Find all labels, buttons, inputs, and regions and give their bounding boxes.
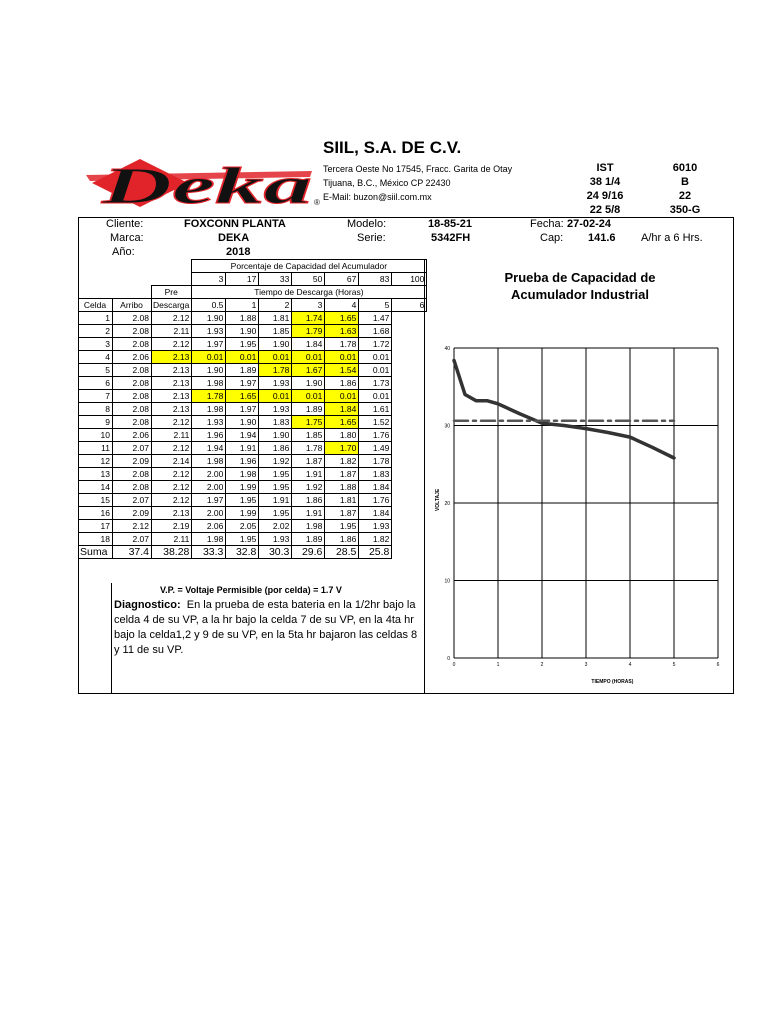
cell-t1: 1.95 [226, 494, 259, 507]
cell-t3: 1.74 [292, 312, 325, 325]
cell-t05: 1.98 [192, 533, 226, 546]
cell-t3: 1.75 [292, 416, 325, 429]
blank-cell [392, 351, 427, 364]
cap-label: Cap: [540, 232, 564, 244]
table-row [79, 416, 427, 429]
cell-descarga: 2.13 [152, 403, 192, 416]
arribo-header: Arribo [113, 299, 152, 312]
cliente-label: Cliente: [106, 218, 144, 230]
blank-cell [392, 520, 427, 533]
modelo-value: 18-85-21 [428, 218, 473, 230]
cell-celda: 3 [79, 338, 113, 351]
cell-t3: 1.91 [292, 507, 325, 520]
time-4: 4 [325, 299, 359, 312]
blank-cell [392, 442, 427, 455]
cell-descarga: 2.12 [152, 494, 192, 507]
cell-descarga: 2.19 [152, 520, 192, 533]
cell-t3: 1.78 [292, 442, 325, 455]
cliente-value: FOXCONN PLANTA [184, 218, 286, 230]
cell-t5: 1.68 [359, 325, 392, 338]
sum-label: Suma [79, 546, 113, 559]
blank-cell [392, 429, 427, 442]
cell-t1: 1.90 [226, 325, 259, 338]
spec-2-1: 6010 [672, 162, 698, 174]
cell-celda: 16 [79, 507, 113, 520]
cell-celda: 10 [79, 429, 113, 442]
blank-cell [392, 494, 427, 507]
diagnostico-text: En la prueba de esta bateria en la 1/2hr bajo la celda 4 de su VP, a la hr bajo la celda 7 de su VP, en la 4ta hr bajo la celda1,2 y 9 de su VP, en la 5ta hr bajaron las celdas 8 y 11 de su VP. [114, 599, 418, 656]
cell-t1: 1.99 [226, 507, 259, 520]
cell-celda: 15 [79, 494, 113, 507]
cell-t05: 1.97 [192, 338, 226, 351]
cell-t05: 2.00 [192, 481, 226, 494]
cell-t5: 0.01 [359, 364, 392, 377]
cell-t2: 1.86 [259, 442, 292, 455]
cell-t4: 1.63 [325, 325, 359, 338]
cell-t3: 1.86 [292, 494, 325, 507]
table-row [79, 455, 427, 468]
table-row [79, 442, 427, 455]
sum-descarga: 38.28 [152, 546, 192, 559]
cell-arribo: 2.09 [113, 507, 152, 520]
cell-arribo: 2.07 [113, 494, 152, 507]
cell-t5: 1.83 [359, 468, 392, 481]
cap-unit: A/hr a 6 Hrs. [641, 232, 703, 244]
cell-t5: 1.61 [359, 403, 392, 416]
x-tick-label: 3 [584, 662, 588, 668]
address-line-2: Tijuana, B.C., México CP 22430 [323, 178, 451, 188]
cell-t3: 1.91 [292, 468, 325, 481]
table-row [79, 481, 427, 494]
spec-1-2: 38 1/4 [589, 176, 621, 188]
marca-label: Marca: [110, 232, 144, 244]
cell-t4: 1.65 [325, 416, 359, 429]
cell-t1: 1.96 [226, 455, 259, 468]
cell-t5: 1.82 [359, 533, 392, 546]
cell-arribo: 2.08 [113, 312, 152, 325]
cell-t2: 1.78 [259, 364, 292, 377]
cell-arribo: 2.08 [113, 403, 152, 416]
cell-t3: 1.89 [292, 403, 325, 416]
pct-3: 3 [192, 273, 226, 286]
cell-t1: 1.91 [226, 442, 259, 455]
cell-celda: 6 [79, 377, 113, 390]
cell-descarga: 2.13 [152, 377, 192, 390]
cell-t5: 1.84 [359, 507, 392, 520]
cell-t3: 1.67 [292, 364, 325, 377]
spec-2-3: 22 [678, 190, 692, 202]
table-row [79, 377, 427, 390]
sum-4: 28.5 [325, 546, 359, 559]
cell-t3: 1.89 [292, 533, 325, 546]
company-name: SIIL, S.A. DE C.V. [323, 138, 462, 157]
blank-cell [392, 377, 427, 390]
cell-t2: 1.91 [259, 494, 292, 507]
cell-t3: 0.01 [292, 351, 325, 364]
cell-t5: 1.93 [359, 520, 392, 533]
blank-cell [392, 325, 427, 338]
cell-t05: 1.98 [192, 455, 226, 468]
celda-header: Celda [79, 299, 113, 312]
cell-t05: 1.98 [192, 377, 226, 390]
cell-t2: 1.93 [259, 377, 292, 390]
fecha-value: 27-02-24 [567, 218, 612, 230]
cell-t4: 1.65 [325, 312, 359, 325]
logo-text: Deka [100, 158, 312, 211]
table-row [79, 507, 427, 520]
sum-2: 30.3 [259, 546, 292, 559]
marca-value: DEKA [218, 232, 250, 244]
cell-t2: 0.01 [259, 351, 292, 364]
descarga-header: Descarga [152, 299, 192, 312]
x-tick-label: 4 [628, 662, 632, 668]
cell-t2: 1.93 [259, 533, 292, 546]
cell-celda: 13 [79, 468, 113, 481]
cell-t4: 1.87 [325, 468, 359, 481]
cell-arribo: 2.06 [113, 351, 152, 364]
cell-celda: 4 [79, 351, 113, 364]
cell-descarga: 2.11 [152, 429, 192, 442]
cell-t05: 1.94 [192, 442, 226, 455]
fecha-label: Fecha: [530, 218, 564, 230]
table-row [79, 533, 427, 546]
y-tick-label: 20 [444, 501, 450, 507]
cell-t5: 1.84 [359, 481, 392, 494]
cell-t3: 1.87 [292, 455, 325, 468]
cell-t3: 1.79 [292, 325, 325, 338]
cell-t5: 1.73 [359, 377, 392, 390]
cell-t2: 1.90 [259, 429, 292, 442]
spec-2-2: B [681, 176, 689, 188]
cell-t05: 1.90 [192, 312, 226, 325]
cell-t1: 1.99 [226, 481, 259, 494]
cell-t05: 1.98 [192, 403, 226, 416]
time-2: 2 [259, 299, 292, 312]
cell-arribo: 2.07 [113, 533, 152, 546]
cell-t4: 1.82 [325, 455, 359, 468]
blank-cell [392, 507, 427, 520]
cell-t1: 2.05 [226, 520, 259, 533]
cell-descarga: 2.12 [152, 416, 192, 429]
cell-celda: 17 [79, 520, 113, 533]
pct-50: 50 [292, 273, 325, 286]
x-tick-label: 1 [496, 662, 500, 668]
cell-t5: 0.01 [359, 351, 392, 364]
x-tick-label: 2 [540, 662, 544, 668]
cell-arribo: 2.12 [113, 520, 152, 533]
x-tick-label: 5 [672, 662, 676, 668]
cell-t3: 1.90 [292, 377, 325, 390]
voltage-line [454, 360, 674, 458]
cell-t2: 1.95 [259, 507, 292, 520]
sum-0-5: 33.3 [192, 546, 226, 559]
chart-title: Prueba de Capacidad de Acumulador Industrial [504, 270, 656, 302]
cell-t4: 1.78 [325, 338, 359, 351]
pre-label: Pre [152, 286, 192, 299]
y-tick-label: 40 [444, 346, 450, 352]
cell-arribo: 2.08 [113, 468, 152, 481]
cell-descarga: 2.12 [152, 481, 192, 494]
address-line-1: Tercera Oeste No 17545, Fracc. Garita de Otay [323, 164, 513, 174]
spec-1-1: IST [596, 162, 614, 174]
cell-t2: 2.02 [259, 520, 292, 533]
time-5: 5 [359, 299, 392, 312]
vp-note: V.P. = Voltaje Permisible (por celda) = 1.7 V [160, 585, 342, 595]
cell-t5: 1.52 [359, 416, 392, 429]
cell-t1: 1.97 [226, 403, 259, 416]
cell-t4: 1.54 [325, 364, 359, 377]
cell-celda: 8 [79, 403, 113, 416]
cell-arribo: 2.08 [113, 481, 152, 494]
cell-t05: 0.01 [192, 351, 226, 364]
cell-t4: 1.80 [325, 429, 359, 442]
table-row [79, 520, 427, 533]
cell-t05: 2.00 [192, 507, 226, 520]
cell-t05: 2.06 [192, 520, 226, 533]
spec-2-4: 350-G [669, 204, 701, 216]
blank-cell [392, 455, 427, 468]
time-title: Tiempo de Descarga (Horas) [192, 286, 427, 299]
cell-t1: 1.88 [226, 312, 259, 325]
cell-arribo: 2.09 [113, 455, 152, 468]
cell-t1: 1.89 [226, 364, 259, 377]
registered-mark: ® [314, 198, 320, 207]
blank-cell [79, 273, 192, 286]
sum-5: 25.8 [359, 546, 392, 559]
cell-celda: 5 [79, 364, 113, 377]
cell-t1: 1.95 [226, 533, 259, 546]
cell-t4: 1.88 [325, 481, 359, 494]
cell-descarga: 2.12 [152, 442, 192, 455]
diagnostico [114, 598, 424, 658]
cell-t2: 1.92 [259, 455, 292, 468]
x-axis-label: TIEMPO (HORAS) [591, 679, 634, 685]
table-row [79, 325, 427, 338]
time-1: 1 [226, 299, 259, 312]
cell-t5: 1.47 [359, 312, 392, 325]
table-row [79, 468, 427, 481]
cell-rows [79, 312, 427, 546]
blank-cell [392, 533, 427, 546]
cell-celda: 7 [79, 390, 113, 403]
cell-t5: 1.72 [359, 338, 392, 351]
spec-1-4: 22 5/8 [589, 204, 621, 216]
blank-cell [392, 312, 427, 325]
x-tick-label: 6 [716, 662, 720, 668]
cell-arribo: 2.08 [113, 325, 152, 338]
pct-33: 33 [259, 273, 292, 286]
cell-t05: 1.93 [192, 416, 226, 429]
cell-t3: 1.85 [292, 429, 325, 442]
table-row [79, 494, 427, 507]
pct-title: Porcentaje de Capacidad del Acumulador [192, 260, 427, 273]
cell-t4: 1.86 [325, 377, 359, 390]
blank-cell [392, 481, 427, 494]
y-axis-label: VOLTAJE [435, 488, 441, 512]
cell-t2: 1.95 [259, 468, 292, 481]
cell-t4: 1.95 [325, 520, 359, 533]
cell-descarga: 2.13 [152, 390, 192, 403]
cell-t3: 1.92 [292, 481, 325, 494]
cell-t3: 0.01 [292, 390, 325, 403]
email-line: E-Mail: buzon@siil.com.mx [323, 192, 432, 202]
cell-celda: 14 [79, 481, 113, 494]
cell-t1: 1.90 [226, 416, 259, 429]
cell-t1: 1.95 [226, 338, 259, 351]
cell-arribo: 2.08 [113, 364, 152, 377]
cell-arribo: 2.08 [113, 377, 152, 390]
cell-celda: 9 [79, 416, 113, 429]
cell-descarga: 2.14 [152, 455, 192, 468]
cell-t5: 1.49 [359, 442, 392, 455]
blank-cell [392, 468, 427, 481]
cell-descarga: 2.13 [152, 364, 192, 377]
cell-t5: 1.76 [359, 429, 392, 442]
cell-celda: 2 [79, 325, 113, 338]
cell-t4: 1.87 [325, 507, 359, 520]
cell-t1: 1.98 [226, 468, 259, 481]
cell-t4: 0.01 [325, 351, 359, 364]
cell-t05: 1.93 [192, 325, 226, 338]
table-row [79, 390, 427, 403]
time-6: 6 [392, 299, 427, 312]
pct-83: 83 [359, 273, 392, 286]
x-tick-label: 0 [452, 662, 456, 668]
cell-t05: 1.96 [192, 429, 226, 442]
modelo-label: Modelo: [347, 218, 387, 230]
cell-t2: 1.83 [259, 416, 292, 429]
cell-descarga: 2.11 [152, 533, 192, 546]
cell-arribo: 2.07 [113, 442, 152, 455]
deka-logo [80, 157, 325, 211]
cell-descarga: 2.12 [152, 468, 192, 481]
cell-t3: 1.84 [292, 338, 325, 351]
cell-descarga: 2.11 [152, 325, 192, 338]
diag-left-rule [111, 583, 112, 694]
cell-t4: 1.84 [325, 403, 359, 416]
cell-t4: 1.86 [325, 533, 359, 546]
cell-t3: 1.98 [292, 520, 325, 533]
blank-cell [392, 416, 427, 429]
cell-arribo: 2.08 [113, 416, 152, 429]
cell-arribo: 2.08 [113, 338, 152, 351]
cell-t5: 0.01 [359, 390, 392, 403]
diagnostico-label: Diagnostico: [114, 599, 181, 611]
serie-value: 5342FH [431, 232, 471, 244]
serie-label: Serie: [357, 232, 386, 244]
cell-arribo: 2.06 [113, 429, 152, 442]
table-row [79, 338, 427, 351]
blank-cell [392, 338, 427, 351]
cell-t05: 1.90 [192, 364, 226, 377]
ano-label: Año: [112, 246, 135, 258]
pct-17: 17 [226, 273, 259, 286]
cell-t4: 1.81 [325, 494, 359, 507]
blank-cell [79, 286, 152, 299]
table-row [79, 312, 427, 325]
cell-t1: 1.94 [226, 429, 259, 442]
cell-t1: 1.65 [226, 390, 259, 403]
sum-1: 32.8 [226, 546, 259, 559]
table-row [79, 429, 427, 442]
cell-t4: 0.01 [325, 390, 359, 403]
cell-t05: 2.00 [192, 468, 226, 481]
cell-t5: 1.76 [359, 494, 392, 507]
cell-celda: 18 [79, 533, 113, 546]
cell-t2: 1.93 [259, 403, 292, 416]
cell-t5: 1.78 [359, 455, 392, 468]
blank-cell [392, 546, 427, 559]
cell-descarga: 2.13 [152, 351, 192, 364]
cell-t2: 1.85 [259, 325, 292, 338]
cell-t05: 1.78 [192, 390, 226, 403]
pct-67: 67 [325, 273, 359, 286]
cell-celda: 11 [79, 442, 113, 455]
table-row [79, 403, 427, 416]
cell-celda: 1 [79, 312, 113, 325]
cell-descarga: 2.13 [152, 507, 192, 520]
cell-t2: 0.01 [259, 390, 292, 403]
cell-t4: 1.70 [325, 442, 359, 455]
cell-descarga: 2.12 [152, 312, 192, 325]
cap-value: 141.6 [588, 232, 616, 244]
cell-arribo: 2.08 [113, 390, 152, 403]
time-3: 3 [292, 299, 325, 312]
ano-value: 2018 [226, 246, 251, 258]
blank-cell [392, 390, 427, 403]
y-tick-label: 30 [444, 423, 450, 430]
table-row [79, 351, 427, 364]
y-tick-label: 0 [447, 656, 450, 662]
cell-t1: 1.97 [226, 377, 259, 390]
cell-t1: 0.01 [226, 351, 259, 364]
pct-100: 100 [392, 273, 427, 286]
sum-arribo: 37.4 [113, 546, 152, 559]
spec-1-3: 24 9/16 [586, 190, 624, 202]
cell-descarga: 2.12 [152, 338, 192, 351]
table-row [79, 364, 427, 377]
cell-t2: 1.81 [259, 312, 292, 325]
blank-cell [392, 364, 427, 377]
blank-cell [79, 260, 192, 273]
cell-celda: 12 [79, 455, 113, 468]
time-0-5: 0.5 [192, 299, 226, 312]
discharge-table [78, 259, 427, 559]
cell-t05: 1.97 [192, 494, 226, 507]
cell-t2: 1.90 [259, 338, 292, 351]
cell-t2: 1.95 [259, 481, 292, 494]
blank-cell [392, 403, 427, 416]
capacity-chart [426, 320, 732, 692]
sum-3: 29.6 [292, 546, 325, 559]
y-tick-label: 10 [444, 578, 450, 585]
